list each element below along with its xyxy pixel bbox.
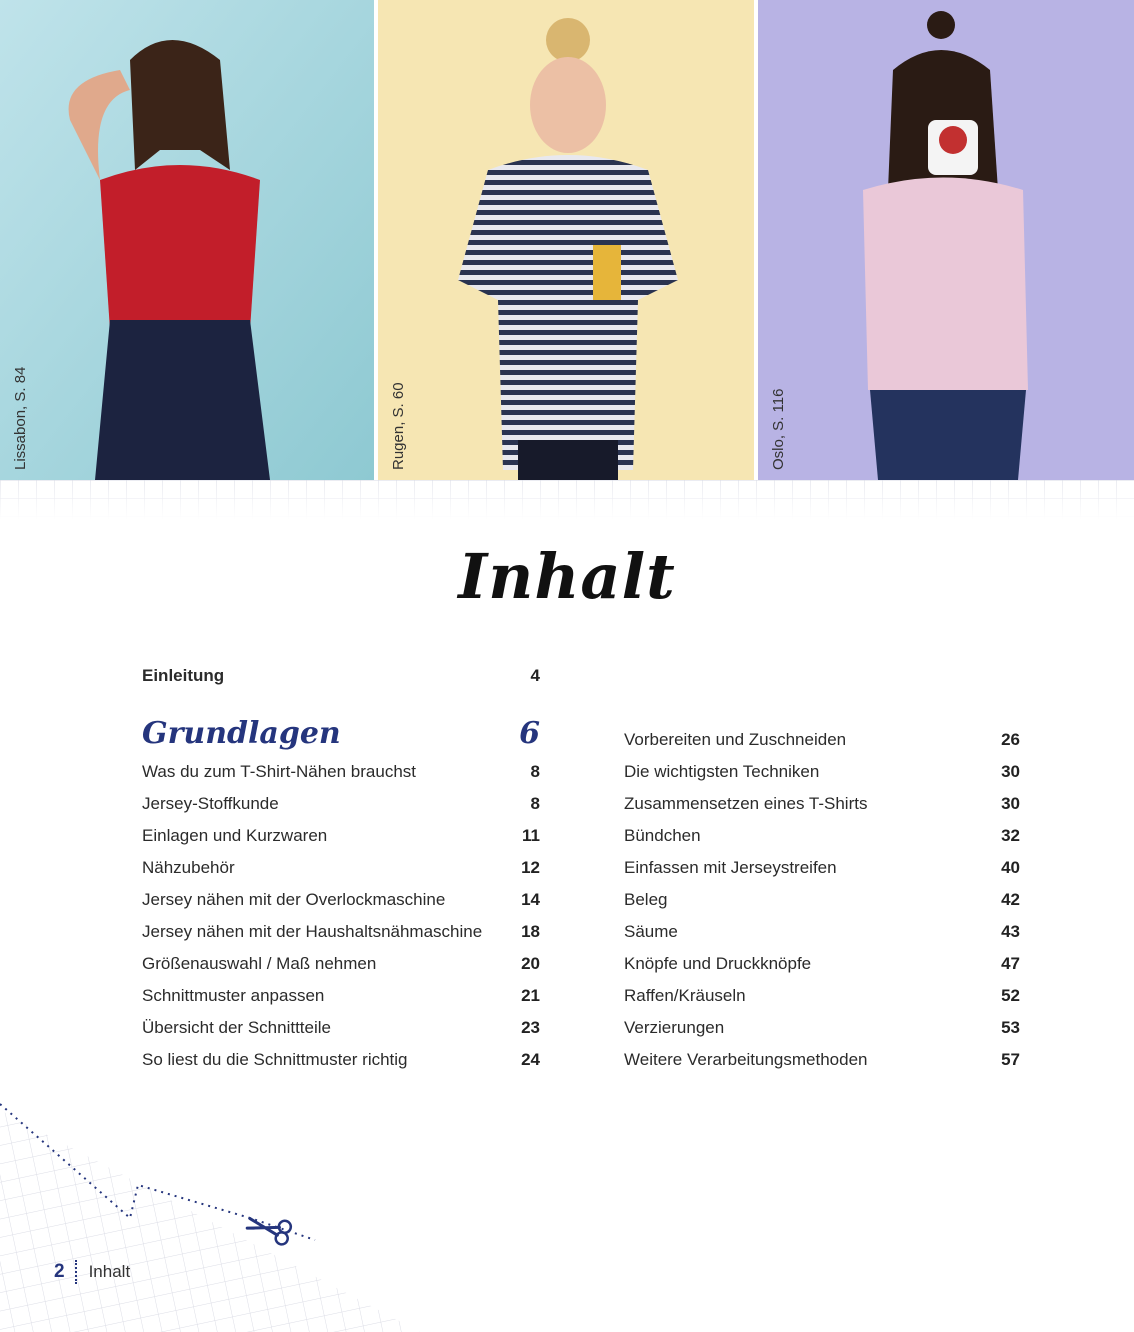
toc-item-page: 53 <box>1001 1018 1020 1037</box>
toc-intro[interactable] <box>142 666 540 690</box>
toc-item-page: 26 <box>1001 730 1020 749</box>
toc-item[interactable] <box>142 1018 540 1042</box>
toc-item[interactable] <box>624 890 1020 914</box>
toc-item-label: Jersey-Stoffkunde <box>142 794 279 813</box>
toc-item-page: 40 <box>1001 858 1020 877</box>
toc-item-page: 30 <box>1001 762 1020 781</box>
toc-item-page: 20 <box>521 954 540 973</box>
toc-item-page: 18 <box>521 922 540 941</box>
toc-item[interactable] <box>624 1050 1020 1074</box>
toc-item-label: Die wichtigsten Techniken <box>624 762 820 781</box>
toc-item[interactable] <box>142 826 540 850</box>
toc-item-label: Knöpfe und Druckknöpfe <box>624 954 812 973</box>
toc-item[interactable] <box>624 730 1020 754</box>
toc-item-label: Weitere Verarbeitungsmethoden <box>624 1050 868 1069</box>
toc-item-label: Zusammensetzen eines T-Shirts <box>624 794 868 813</box>
toc-item-label: Bündchen <box>624 826 701 845</box>
toc-item-page: 32 <box>1001 826 1020 845</box>
toc-item[interactable] <box>624 826 1020 850</box>
toc-item-label: Nähzubehör <box>142 858 235 877</box>
toc-item[interactable] <box>624 922 1020 946</box>
toc-item[interactable] <box>142 922 540 946</box>
toc-item-label: Jersey nähen mit der Haushaltsnähmaschine <box>142 922 483 941</box>
toc-item-page: 57 <box>1001 1050 1020 1069</box>
toc-item-label: Jersey nähen mit der Overlockmaschine <box>142 890 446 909</box>
page-number: 2 <box>54 1261 65 1282</box>
toc-item-page: 8 <box>530 762 540 781</box>
toc-item[interactable] <box>142 890 540 914</box>
toc-item-page: 23 <box>521 1018 540 1037</box>
section-heading-page: 6 <box>519 716 540 751</box>
toc-item-page: 11 <box>522 826 540 845</box>
photo-lissabon <box>0 0 374 480</box>
toc-item[interactable] <box>142 954 540 978</box>
toc-intro-label: Einleitung <box>142 666 225 685</box>
section-heading-label: Grundlagen <box>142 716 341 751</box>
toc-item-label: Schnittmuster anpassen <box>142 986 325 1005</box>
toc-item-label: Einfassen mit Jerseystreifen <box>624 858 837 877</box>
toc-item-page: 21 <box>521 986 540 1005</box>
toc-item-label: Säume <box>624 922 678 941</box>
toc-item-page: 43 <box>1001 922 1020 941</box>
toc-item-label: So liest du die Schnittmuster richtig <box>142 1050 408 1069</box>
toc-intro-page: 4 <box>530 666 540 685</box>
toc-item-label: Vorbereiten und Zuschneiden <box>624 730 847 749</box>
toc-item-label: Was du zum T-Shirt-Nähen brauchst <box>142 762 417 781</box>
toc-item[interactable] <box>142 986 540 1010</box>
toc-item-label: Verzierungen <box>624 1018 725 1037</box>
footer-label: Inhalt <box>88 1262 131 1281</box>
toc-item-label: Raffen/Kräuseln <box>624 986 746 1005</box>
toc-item-page: 42 <box>1001 890 1020 909</box>
toc-item-page: 14 <box>521 890 540 909</box>
toc-item[interactable] <box>142 762 540 786</box>
toc-item[interactable] <box>142 858 540 882</box>
page-footer <box>54 1260 130 1284</box>
scissors-icon <box>245 1212 292 1246</box>
toc-item[interactable] <box>142 1050 540 1074</box>
toc-item-page: 47 <box>1001 954 1020 973</box>
section-heading[interactable] <box>142 716 540 751</box>
toc-item-label: Übersicht der Schnittteile <box>142 1018 331 1037</box>
toc-item-label: Beleg <box>624 890 668 909</box>
footer-divider <box>75 1260 79 1284</box>
toc-item[interactable] <box>624 1018 1020 1042</box>
grid-band <box>0 480 1134 520</box>
toc-item-page: 24 <box>521 1050 540 1069</box>
toc-item[interactable] <box>624 762 1020 786</box>
toc-item-page: 12 <box>521 858 540 877</box>
photo-caption: Lissabon, S. 84 <box>12 366 29 470</box>
photo-caption: Rugen, S. 60 <box>390 382 407 470</box>
toc-item[interactable] <box>624 858 1020 882</box>
photo-oslo <box>758 0 1134 480</box>
toc-item-page: 8 <box>530 794 540 813</box>
page-title: Inhalt <box>458 540 676 613</box>
photo-strip <box>0 0 1134 480</box>
toc-item-page: 30 <box>1001 794 1020 813</box>
toc-item-page: 52 <box>1001 986 1020 1005</box>
photo-caption: Oslo, S. 116 <box>770 388 787 470</box>
toc-item[interactable] <box>624 794 1020 818</box>
toc-item-label: Größenauswahl / Maß nehmen <box>142 954 377 973</box>
photo-rugen <box>378 0 754 480</box>
toc-item[interactable] <box>624 954 1020 978</box>
toc-item[interactable] <box>624 986 1020 1010</box>
toc-item-label: Einlagen und Kurzwaren <box>142 826 328 845</box>
grid-paper-decoration <box>0 1090 420 1332</box>
toc-item[interactable] <box>142 794 540 818</box>
